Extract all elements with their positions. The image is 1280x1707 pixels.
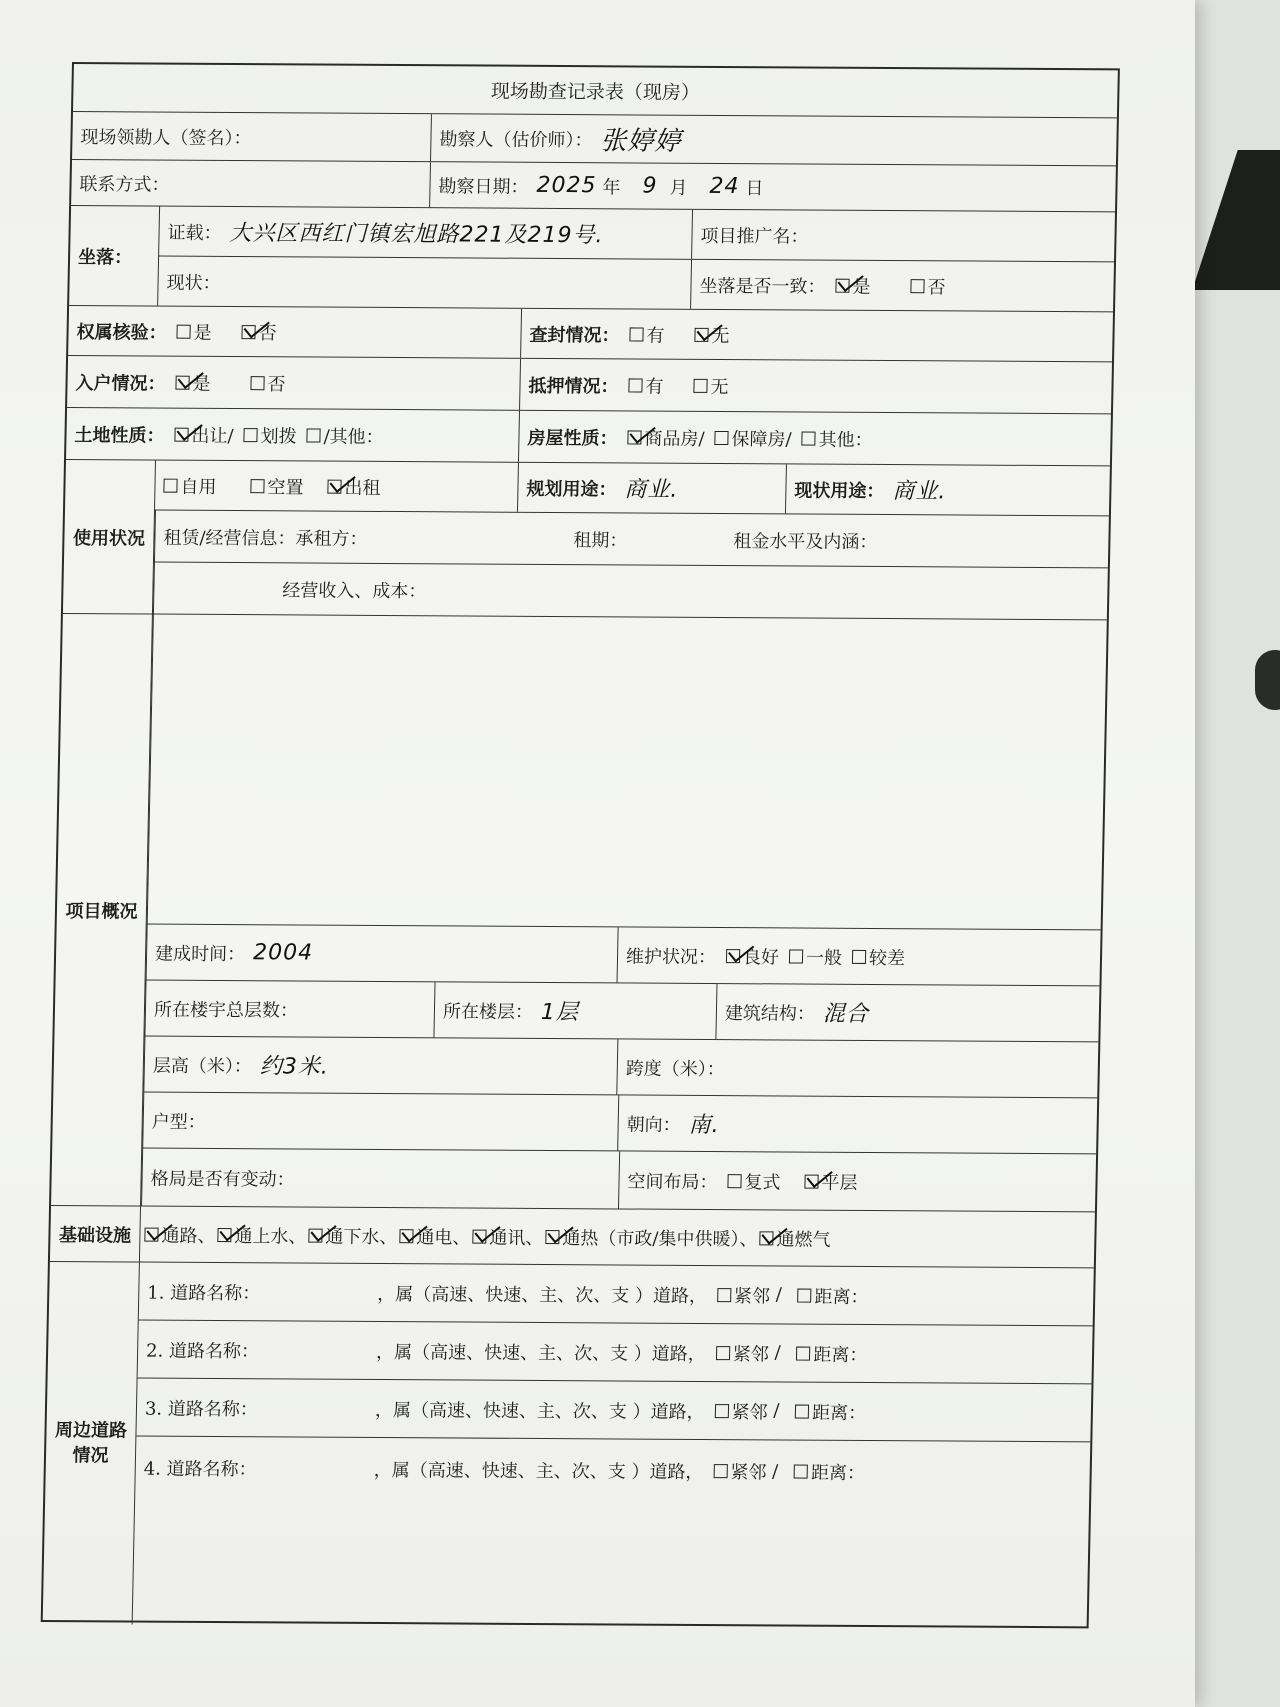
floor-field <box>433 982 716 1039</box>
contact-label: 联系方式： <box>79 173 170 196</box>
infra-water-label: 通上水、 <box>234 1225 307 1248</box>
income-row <box>153 563 1108 621</box>
ownership-row <box>68 306 1113 362</box>
built-field <box>147 925 618 983</box>
mortgage-has-label: 有 <box>645 376 664 398</box>
usage-section-label: 使用状况 <box>63 460 156 615</box>
road-name-label: 2. 道路名称： <box>145 1340 260 1362</box>
house-affordable-checkbox[interactable] <box>714 430 728 444</box>
current-row <box>157 257 1114 312</box>
road-adjacent-checkbox[interactable] <box>717 1288 731 1302</box>
road-3 <box>136 1379 1091 1442</box>
date-month: 9 <box>642 173 658 199</box>
total-floors-field: 所在楼宇总层数： <box>153 999 299 1021</box>
space-label: 空间布局： <box>627 1171 718 1193</box>
land-field <box>66 408 519 462</box>
road-row <box>139 1263 1094 1327</box>
land-other-label: /其他： <box>323 426 384 448</box>
road-type-label: ，属（高速、快速、主、次、支 ）道路， <box>375 1341 707 1365</box>
current-field <box>158 257 691 309</box>
house-field <box>518 411 1111 466</box>
infra-options <box>140 1207 1095 1268</box>
signature-row <box>72 112 1117 166</box>
mortgage-label: 抵押情况： <box>528 375 619 397</box>
structure-value: 混合 <box>822 1001 870 1027</box>
year-unit: 年 <box>602 176 621 198</box>
rent-field: 租金水平及内涵： <box>733 530 878 553</box>
roads-section-text: 周边道路情况 <box>54 1419 128 1467</box>
actual-use-label: 现状用途： <box>794 479 885 502</box>
road-distance-checkbox[interactable] <box>796 1346 810 1360</box>
maint-poor-label: 较差 <box>868 947 906 969</box>
road-type-label: ，属（高速、快速、主、次、支 ）道路， <box>373 1459 704 1484</box>
ownership-no-checkbox[interactable] <box>241 325 255 339</box>
roads-section-label <box>43 1262 140 1625</box>
use-vacant-checkbox[interactable] <box>250 479 264 493</box>
house-other-checkbox[interactable] <box>801 431 815 445</box>
access-no-label: 否 <box>267 373 286 395</box>
background-mark-2 <box>1255 650 1280 710</box>
seal-has-checkbox[interactable] <box>629 327 643 341</box>
road-distance-checkbox[interactable] <box>797 1288 811 1302</box>
road-distance-label: 距离： <box>814 1286 869 1308</box>
space-duplex-checkbox[interactable] <box>727 1174 741 1188</box>
floor-label: 所在楼层： <box>442 1000 534 1023</box>
space-duplex-label: 复式 <box>744 1171 781 1193</box>
house-label: 房屋性质： <box>527 427 618 449</box>
access-row <box>67 356 1112 414</box>
access-field <box>67 356 520 410</box>
seal-has-label: 有 <box>646 325 665 347</box>
nature-row <box>66 408 1111 466</box>
infra-drain-checkbox[interactable] <box>308 1228 322 1242</box>
built-label: 建成时间： <box>154 943 246 965</box>
infra-power-label: 通电、 <box>416 1226 471 1249</box>
land-allocate-checkbox[interactable] <box>243 428 257 442</box>
consistent-yes-checkbox[interactable] <box>835 278 849 292</box>
land-other-checkbox[interactable] <box>306 428 320 442</box>
infra-comm-label: 通讯、 <box>489 1227 544 1249</box>
maintenance-field <box>617 927 1101 985</box>
maint-label: 维护状况： <box>625 945 717 968</box>
location-label: 坐落： <box>77 246 133 268</box>
space-flat-checkbox[interactable] <box>804 1174 818 1188</box>
use-options <box>155 461 518 512</box>
road-1 <box>139 1263 1094 1326</box>
space-field <box>618 1151 1096 1211</box>
floor-value: 1层 <box>540 999 580 1026</box>
consistent-yes-label: 是 <box>852 276 871 298</box>
actual-use-value: 商业. <box>892 479 947 505</box>
road-row <box>135 1437 1090 1505</box>
height-row <box>143 1037 1098 1099</box>
house-commercial-label: 商品房/ <box>644 428 705 450</box>
change-row <box>141 1149 1096 1213</box>
seal-label: 查封情况： <box>529 324 620 346</box>
lease-term-field: 租期： <box>573 529 628 551</box>
road-name-label: 3. 道路名称： <box>144 1398 259 1420</box>
cert-label: 证载： <box>167 222 222 244</box>
date-label: 勘察日期： <box>438 175 529 198</box>
access-yes-checkbox[interactable] <box>175 375 189 389</box>
day-unit: 日 <box>745 177 764 199</box>
month-unit: 月 <box>669 177 688 199</box>
date-field <box>429 162 1116 211</box>
usage-row <box>155 461 1110 517</box>
infra-heat-label: 通热（市政/集中供暖）、 <box>562 1227 758 1250</box>
road-distance-label: 距离： <box>810 1462 866 1484</box>
lease-field: 租赁/经营信息：承租方： <box>163 527 368 550</box>
overview-blank-area <box>147 615 1107 931</box>
road-row <box>138 1321 1093 1385</box>
mortgage-none-checkbox[interactable] <box>693 378 707 392</box>
current-label: 现状： <box>166 272 221 294</box>
infra-power-checkbox[interactable] <box>399 1229 413 1243</box>
land-label: 土地性质： <box>74 424 165 447</box>
surveyor-label: 勘察人（估价师）： <box>439 128 593 151</box>
road-sep: / <box>768 1342 787 1364</box>
house-other-label: 其他： <box>818 429 873 451</box>
land-transfer-checkbox[interactable] <box>174 427 188 441</box>
date-day: 24 <box>709 173 740 200</box>
maint-avg-label: 一般 <box>805 947 843 969</box>
road-adjacent-checkbox[interactable] <box>713 1464 727 1478</box>
maint-good-label: 良好 <box>742 946 780 968</box>
plan-use-label: 规划用途： <box>526 478 617 500</box>
infra-row <box>140 1207 1095 1269</box>
seal-none-label: 无 <box>711 325 730 347</box>
height-label: 层高（米）： <box>152 1055 253 1077</box>
ownership-yes-label: 是 <box>193 322 212 344</box>
orientation-field <box>617 1095 1097 1153</box>
access-no-checkbox[interactable] <box>250 376 264 390</box>
road-adjacent-label: 紧邻 <box>730 1462 767 1484</box>
use-rent-label: 出租 <box>344 477 381 499</box>
ownership-field <box>68 306 521 358</box>
house-affordable-label: 保障房/ <box>731 428 792 450</box>
infra-section-label: 基础设施 <box>50 1206 141 1263</box>
infra-water-checkbox[interactable] <box>217 1228 231 1242</box>
layout-field: 户型： <box>151 1111 206 1133</box>
built-row <box>146 925 1101 987</box>
cert-field <box>159 207 692 259</box>
actual-use-field <box>785 464 1110 515</box>
consistent-no-checkbox[interactable] <box>910 279 924 293</box>
consistent-no-label: 否 <box>927 276 946 298</box>
infra-gas-checkbox[interactable] <box>759 1231 773 1245</box>
overview-section-label: 项目概况 <box>51 614 153 1207</box>
road-name-label: 1. 道路名称： <box>147 1282 261 1304</box>
road-distance-checkbox[interactable] <box>795 1404 809 1418</box>
surveyor-field <box>430 114 1117 165</box>
access-label: 入户情况： <box>75 372 166 395</box>
location-block <box>69 206 1115 312</box>
consistent-label: 坐落是否一致： <box>699 275 826 298</box>
infra-comm-checkbox[interactable] <box>472 1229 486 1243</box>
maint-avg-checkbox[interactable] <box>789 949 803 963</box>
use-vacant-label: 空置 <box>267 476 304 498</box>
leader-label: 现场领勘人（签名）： <box>80 126 252 149</box>
house-commercial-checkbox[interactable] <box>627 430 641 444</box>
road-name-label: 4. 道路名称： <box>143 1458 257 1481</box>
road-type-label: ，属（高速、快速、主、次、支 ）道路， <box>377 1283 708 1307</box>
road-type-label: ，属（高速、快速、主、次、支 ）道路， <box>374 1399 705 1423</box>
change-field: 格局是否有变动： <box>150 1168 295 1190</box>
land-transfer-label: 出让/ <box>191 425 234 447</box>
layout-row <box>142 1093 1097 1155</box>
form-title: 现场勘查记录表（现房） <box>490 80 701 104</box>
use-rent-checkbox[interactable] <box>327 479 341 493</box>
span-field: 跨度（米）： <box>616 1039 1098 1097</box>
height-field <box>144 1037 617 1095</box>
plan-use-field <box>517 463 786 514</box>
income-field: 经营收入、成本： <box>282 579 427 602</box>
height-value: 约3米. <box>259 1054 330 1080</box>
road-sep: / <box>766 1460 785 1482</box>
orient-label: 朝向： <box>626 1113 681 1136</box>
ownership-label: 权属核验： <box>76 321 167 344</box>
infra-road-checkbox[interactable] <box>144 1227 158 1241</box>
road-2 <box>138 1321 1093 1384</box>
surveyor-signature: 张婷婷 <box>600 126 682 157</box>
title-row <box>73 64 1118 118</box>
road-sep: / <box>767 1400 786 1422</box>
mortgage-has-checkbox[interactable] <box>628 378 642 392</box>
mortgage-field <box>519 359 1112 414</box>
access-yes-label: 是 <box>192 373 211 395</box>
structure-label: 建筑结构： <box>724 1002 816 1025</box>
road-row <box>136 1379 1091 1443</box>
leader-field <box>72 112 431 161</box>
cert-row <box>158 207 1115 263</box>
infra-heat-checkbox[interactable] <box>545 1230 559 1244</box>
promo-label: 项目推广名： <box>700 225 809 248</box>
built-value: 2004 <box>252 940 314 966</box>
promo-field <box>691 210 1115 262</box>
road-adjacent-checkbox[interactable] <box>716 1346 730 1360</box>
ownership-no-label: 否 <box>258 322 277 344</box>
plan-use-value: 商业. <box>624 477 679 503</box>
survey-form <box>41 62 1120 1628</box>
maint-poor-checkbox[interactable] <box>852 949 866 963</box>
seal-field <box>520 309 1113 362</box>
road-sep: / <box>769 1284 788 1306</box>
contact-field <box>71 160 430 207</box>
land-allocate-label: 划拨 <box>260 425 297 447</box>
road-adjacent-checkbox[interactable] <box>715 1404 729 1418</box>
date-year: 2025 <box>536 172 597 199</box>
cert-value: 大兴区西红门镇宏旭路221及219号. <box>229 220 604 249</box>
lease-row <box>154 511 1109 569</box>
infra-gas-label: 通燃气 <box>776 1228 831 1251</box>
road-distance-label: 距离： <box>811 1402 867 1424</box>
seal-none-checkbox[interactable] <box>694 327 708 341</box>
mortgage-none-label: 无 <box>710 376 729 398</box>
road-adjacent-label: 紧邻 <box>731 1401 768 1423</box>
road-distance-label: 距离： <box>813 1344 868 1366</box>
use-self-label: 自用 <box>180 476 217 498</box>
road-distance-checkbox[interactable] <box>794 1465 808 1479</box>
consistent-field <box>690 260 1114 312</box>
ownership-yes-checkbox[interactable] <box>176 324 190 338</box>
maint-good-checkbox[interactable] <box>726 949 740 963</box>
use-self-checkbox[interactable] <box>163 478 177 492</box>
space-flat-label: 平层 <box>821 1172 858 1194</box>
contact-row <box>71 160 1116 212</box>
floors-row <box>144 981 1099 1043</box>
infra-road-label: 通路、 <box>161 1225 216 1247</box>
road-adjacent-label: 紧邻 <box>733 1285 771 1307</box>
infra-drain-label: 通下水、 <box>325 1226 398 1248</box>
structure-field <box>715 984 1099 1041</box>
road-adjacent-label: 紧邻 <box>732 1343 770 1365</box>
road-4 <box>135 1437 1090 1505</box>
orient-value: 南. <box>688 1112 720 1139</box>
